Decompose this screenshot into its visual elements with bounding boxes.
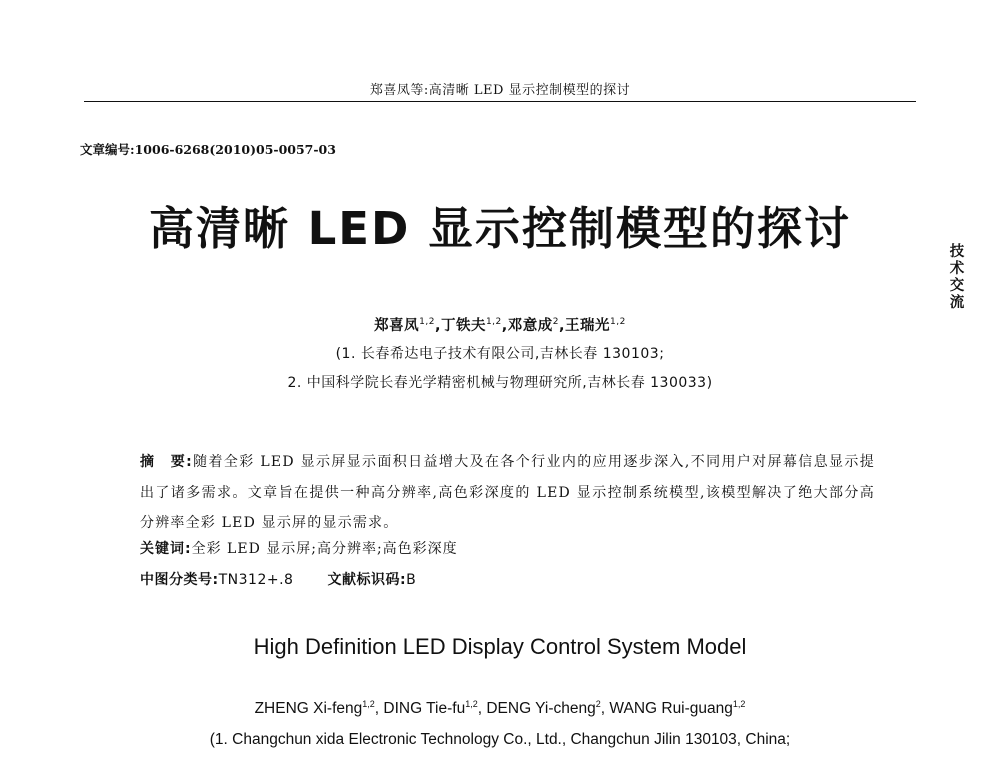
- english-title: High Definition LED Display Control System Model: [253, 634, 747, 659]
- side-tab-char: 流: [949, 295, 965, 311]
- header-rule: [84, 101, 916, 102]
- affiliation-2: 2. 中国科学院长春光学精密机械与物理研究所,吉林长春 130033): [287, 375, 713, 391]
- english-author-separator: ,: [374, 700, 384, 717]
- english-author-sup: 1,2: [465, 699, 478, 709]
- author-affil-sup: 1,2: [610, 317, 626, 327]
- english-author-name: WANG Rui-guang: [609, 700, 733, 717]
- author-affil-sup: 2: [552, 317, 560, 327]
- side-tab-char: 交: [949, 278, 965, 294]
- doc-code-label: 文献标识码:: [327, 572, 407, 588]
- english-author-name: ZHENG Xi-feng: [254, 700, 363, 717]
- paper-title: 高清晰 LED 显示控制模型的探讨: [148, 202, 852, 255]
- author-separator: ,: [559, 318, 566, 334]
- article-number: 文章编号:1006-6268(2010)05-0057-03: [80, 142, 336, 157]
- author-name: 邓意成: [507, 318, 553, 334]
- author-affil-sup: 1,2: [419, 317, 435, 327]
- english-author-list: [0, 699, 1000, 718]
- abstract: [140, 447, 875, 539]
- author-list: [0, 314, 1000, 335]
- clc-label: 中图分类号:: [140, 572, 219, 588]
- side-tab-char: 技: [949, 244, 965, 260]
- abstract-label: 摘 要:: [140, 454, 193, 470]
- author-separator: ,: [434, 318, 441, 334]
- keywords: [140, 538, 458, 558]
- section-side-tab: [946, 244, 968, 312]
- english-affiliation-1: (1. Changchun xida Electronic Technology Co., Ltd., Changchun Jilin 130103, China;: [209, 731, 791, 748]
- english-author-sup: 1,2: [732, 699, 746, 709]
- english-author-separator: ,: [477, 700, 487, 717]
- classification-line: [140, 569, 416, 589]
- author-separator: ,: [501, 318, 508, 334]
- clc-value: TN312+.8: [218, 572, 294, 588]
- side-tab-char: 术: [949, 261, 965, 277]
- author-name: 王瑞光: [565, 318, 611, 334]
- english-author-sup: 1,2: [362, 699, 375, 709]
- english-author-name: DING Tie-fu: [383, 700, 466, 717]
- keywords-text: 全彩 LED 显示屏;高分辨率;高色彩深度: [191, 541, 458, 557]
- keywords-label: 关键词:: [140, 541, 192, 557]
- doc-code-value: B: [406, 572, 417, 588]
- english-author-sup: 2: [595, 699, 601, 709]
- english-author-separator: ,: [600, 700, 610, 717]
- author-name: 丁铁夫: [440, 318, 486, 334]
- affiliation-1: (1. 长春希达电子技术有限公司,吉林长春 130103;: [335, 346, 665, 362]
- abstract-text: 随着全彩 LED 显示屏显示面积日益增大及在各个行业内的应用逐步深入,不同用户对屏幕信息显示提出了诸多需求。文章旨在提供一种高分辨率,高色彩深度的 LED 显示控制系统模型,该模型解决了绝大部分高分辨率全彩 LED 显示屏的显示需求。: [140, 454, 875, 531]
- author-affil-sup: 1,2: [485, 317, 502, 327]
- english-author-name: DENG Yi-cheng: [486, 700, 596, 717]
- author-name: 郑喜凤: [374, 318, 420, 334]
- running-head: 郑喜凤等:高清晰 LED 显示控制模型的探讨: [369, 83, 631, 98]
